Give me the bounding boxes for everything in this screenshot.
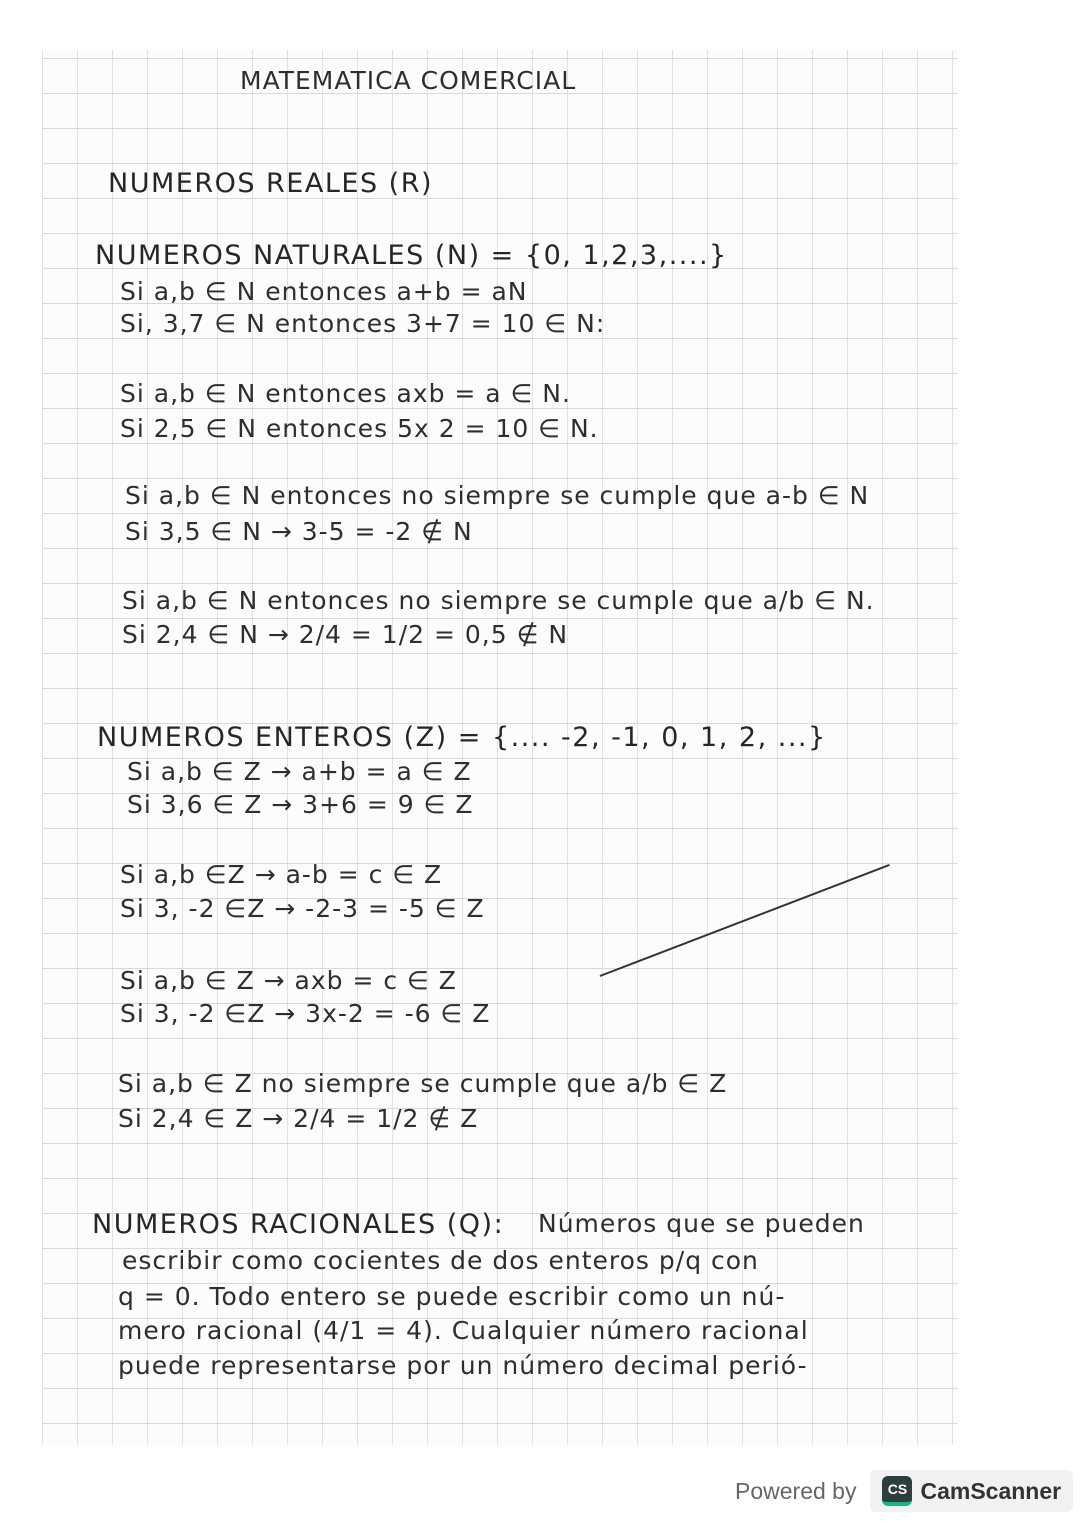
note-line: Si a,b ∈ Z no siempre se cumple que a/b ∈ Z — [118, 1069, 728, 1098]
note-line: Si 3, -2 ∈Z → 3x-2 = -6 ∈ Z — [120, 999, 491, 1028]
camscanner-watermark — [735, 1470, 1073, 1512]
heading-numeros-racionales: NUMEROS RACIONALES (Q): — [92, 1209, 505, 1240]
heading-numeros-naturales: NUMEROS NATURALES (N) = {0, 1,2,3,....} — [95, 240, 728, 271]
note-line: escribir como cocientes de dos enteros p/q con — [122, 1246, 759, 1275]
note-line: Si a,b ∈ N entonces no siempre se cumple que a-b ∈ N — [125, 481, 870, 510]
note-line: puede representarse por un número decimal perió- — [118, 1351, 808, 1380]
note-line: Números que se pueden — [538, 1209, 865, 1238]
camscanner-logo-icon: CS — [882, 1476, 912, 1506]
note-line: Si a,b ∈ Z → a+b = a ∈ Z — [127, 757, 472, 786]
powered-by-label: Powered by — [735, 1477, 857, 1504]
note-line: Si a,b ∈ N entonces a+b = aN — [120, 277, 528, 306]
note-line: Si a,b ∈ Z → axb = c ∈ Z — [120, 966, 457, 995]
heading-numeros-enteros: NUMEROS ENTEROS (Z) = {.... -2, -1, 0, 1, 2, ...} — [97, 722, 827, 753]
note-line: Si a,b ∈ N entonces no siempre se cumple que a/b ∈ N. — [122, 586, 875, 615]
note-line: Si 2,5 ∈ N entonces 5x 2 = 10 ∈ N. — [120, 414, 599, 443]
note-line: Si 3,6 ∈ Z → 3+6 = 9 ∈ Z — [127, 790, 474, 819]
heading-numeros-reales: NUMEROS REALES (R) — [108, 168, 433, 199]
note-line: Si 3,5 ∈ N → 3-5 = -2 ∉ N — [125, 517, 473, 546]
note-line: Si 3, -2 ∈Z → -2-3 = -5 ∈ Z — [120, 894, 485, 923]
note-line: Si, 3,7 ∈ N entonces 3+7 = 10 ∈ N: — [120, 309, 606, 338]
note-line: Si 2,4 ∈ Z → 2/4 = 1/2 ∉ Z — [118, 1104, 479, 1133]
note-line: Si a,b ∈Z → a-b = c ∈ Z — [120, 860, 443, 889]
camscanner-badge — [870, 1470, 1073, 1512]
note-line: Si 2,4 ∈ N → 2/4 = 1/2 = 0,5 ∉ N — [122, 620, 569, 649]
camscanner-brand: CamScanner — [920, 1477, 1062, 1504]
note-line: mero racional (4/1 = 4). Cualquier número racional — [118, 1316, 809, 1345]
note-line: q = 0. Todo entero se puede escribir como un nú- — [118, 1282, 786, 1311]
page-title: MATEMATICA COMERCIAL — [240, 66, 577, 95]
note-line: Si a,b ∈ N entonces axb = a ∈ N. — [120, 379, 571, 408]
